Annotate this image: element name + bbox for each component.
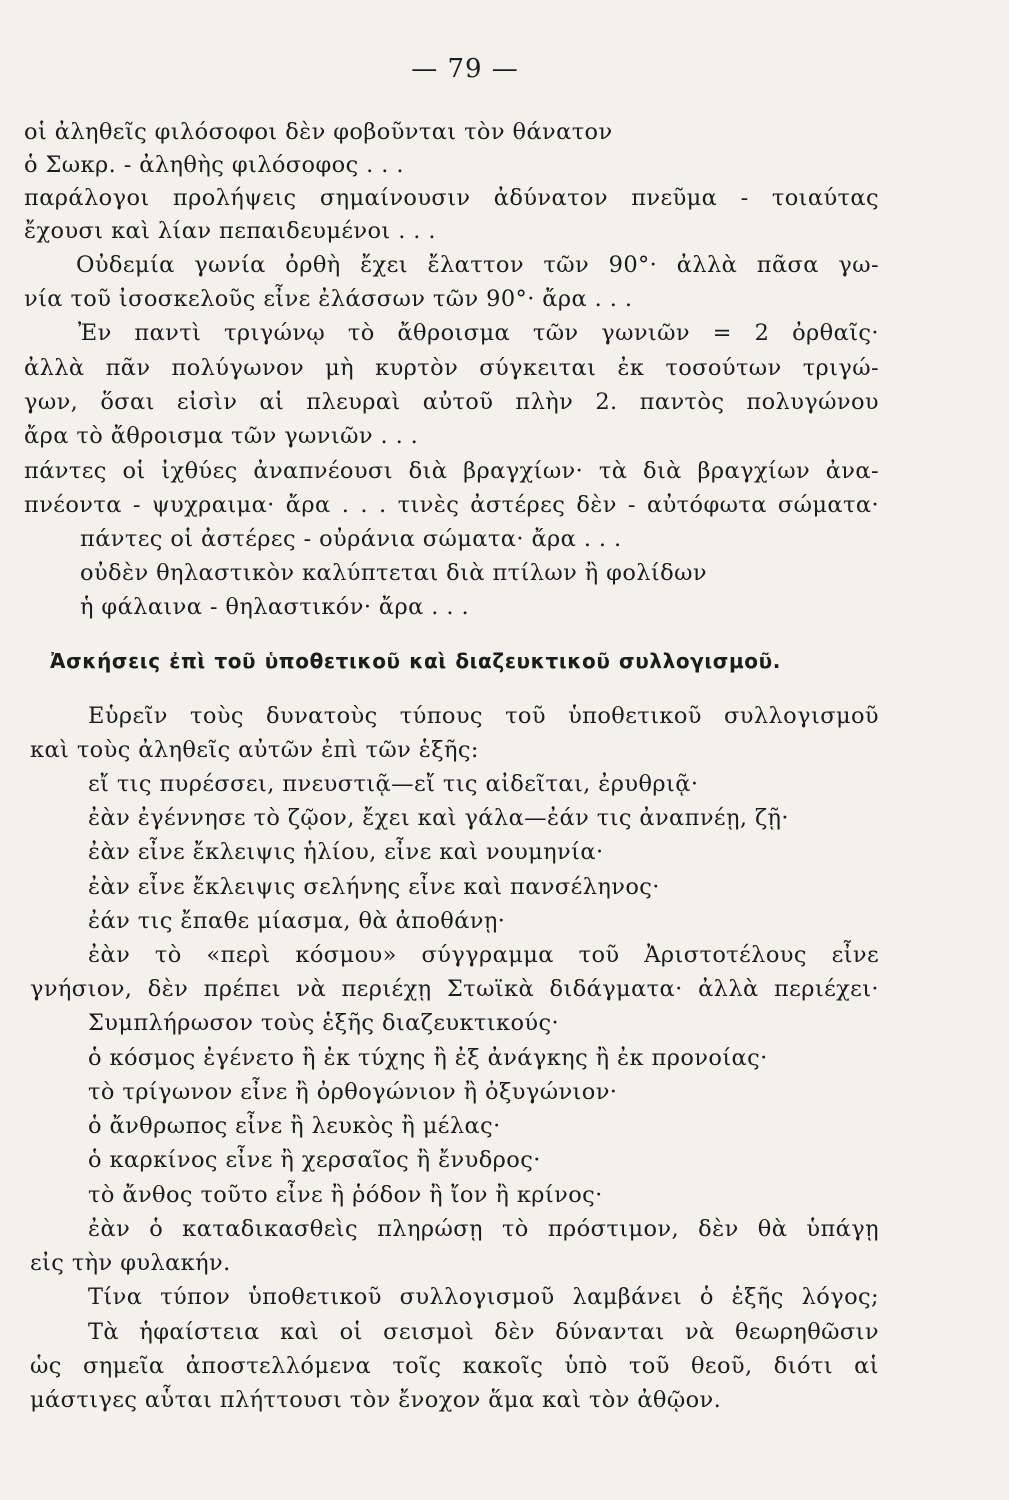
text-line: καὶ τοὺς ἀληθεῖς αὐτῶν ἐπὶ τῶν ἑξῆς: (30, 737, 479, 763)
section-heading: Ἀσκήσεις ἐπὶ τοῦ ὑποθετικοῦ καὶ διαζευκτικοῦ συλλογισμοῦ. (50, 649, 781, 673)
text-line: ὡς σημεῖα ἀποστελλόμενα τοῖς κακοῖς ὑπὸ τοῦ θεοῦ, διότι αἱ (30, 1353, 879, 1379)
text-line: εἴ τις πυρέσσει, πνευστιᾷ—εἴ τις αἰδεῖται, ἐρυθριᾷ· (88, 771, 699, 797)
text-line: Ἐν παντὶ τριγώνῳ τὸ ἄθροισμα τῶν γωνιῶν = 2 ὀρθαῖς· (78, 320, 879, 346)
text-line: ἐὰν ἐγέννησε τὸ ζῷον, ἔχει καὶ γάλα—ἐάν τις ἀναπνέῃ, ζῇ· (88, 805, 789, 831)
text-line: γνήσιον, δὲν πρέπει νὰ περιέχῃ Στωϊκὰ διδάγματα· ἀλλὰ περιέχει· (30, 976, 879, 1002)
text-line: τὸ ἄνθος τοῦτο εἶνε ἢ ῥόδον ἢ ἴον ἢ κρίνος· (88, 1182, 603, 1208)
text-line: Εὑρεῖν τοὺς δυνατοὺς τύπους τοῦ ὑποθετικοῦ συλλογισμοῦ (88, 703, 879, 729)
text-line: ἄρα τὸ ἄθροισμα τῶν γωνιῶν . . . (24, 423, 419, 449)
text-line: τὸ τρίγωνον εἶνε ἢ ὀρθογώνιον ἢ ὀξυγώνιον· (88, 1079, 618, 1105)
text-line: οὐδὲν θηλαστικὸν καλύπτεται διὰ πτίλων ἢ φολίδων (80, 560, 707, 586)
text-line: ἐὰν ὁ καταδικασθεὶς πληρώσῃ τὸ πρόστιμον, δὲν θὰ ὑπάγῃ (88, 1216, 879, 1242)
text-line: Τὰ ἡφαίστεια καὶ οἱ σεισμοὶ δὲν δύνανται νὰ θεωρηθῶσιν (88, 1319, 879, 1345)
text-line: παράλογοι προλήψεις σημαίνουσιν ἀδύνατον πνεῦμα - τοιαύτας (24, 185, 879, 211)
text-line: εἰς τὴν φυλακήν. (30, 1250, 231, 1276)
text-line: ἐὰν εἶνε ἔκλειψις ἡλίου, εἶνε καὶ νουμηνία· (88, 839, 604, 865)
text-line: ὁ Σωκρ. - ἀληθὴς φιλόσοφος . . . (24, 152, 404, 178)
text-line: Τίνα τύπον ὑποθετικοῦ συλλογισμοῦ λαμβάνει ὁ ἑξῆς λόγος; (88, 1284, 879, 1310)
text-line: ἐὰν εἶνε ἔκλειψις σελήνης εἶνε καὶ πανσέληνος· (88, 874, 660, 900)
text-line: οἱ ἀληθεῖς φιλόσοφοι δὲν φοβοῦνται τὸν θάνατον (24, 119, 613, 145)
text-line: πάντες οἱ ἰχθύες ἀναπνέουσι διὰ βραγχίων· τὰ διὰ βραγχίων ἀνα- (24, 458, 879, 484)
text-line: ἀλλὰ πᾶν πολύγωνον μὴ κυρτὸν σύγκειται ἐκ τοσούτων τριγώ- (24, 355, 879, 381)
text-line: πνέοντα - ψυχραιμα· ἄρα . . . τινὲς ἀστέρες δὲν - αὐτόφωτα σώματα· (24, 492, 879, 518)
text-line: ἐάν τις ἔπαθε μίασμα, θὰ ἀποθάνῃ· (88, 908, 506, 934)
text-line: νία τοῦ ἰσοσκελοῦς εἶνε ἐλάσσων τῶν 90°· ἄρα . . . (24, 286, 633, 312)
text-line: Οὐδεμία γωνία ὀρθὴ ἔχει ἔλαττον τῶν 90°· ἀλλὰ πᾶσα γω- (76, 252, 879, 278)
text-line: γων, ὅσαι εἰσὶν αἱ πλευραὶ αὐτοῦ πλὴν 2. παντὸς πολυγώνου (24, 389, 879, 415)
text-line: Συμπλήρωσον τοὺς ἑξῆς διαζευκτικούς· (88, 1010, 560, 1036)
page-number: — 79 — (411, 54, 519, 84)
text-line: ὁ καρκίνος εἶνε ἢ χερσαῖος ἢ ἔνυδρος· (88, 1147, 541, 1173)
text-line: ὁ ἄνθρωπος εἶνε ἢ λευκὸς ἢ μέλας· (88, 1113, 501, 1139)
text-line: ἐὰν τὸ «περὶ κόσμου» σύγγραμμα τοῦ Ἀριστοτέλους εἶνε (88, 942, 879, 968)
text-line: μάστιγες αὗται πλήττουσι τὸν ἔνοχον ἅμα καὶ τὸν ἀθῷον. (30, 1387, 722, 1413)
text-line: ἔχουσι καὶ λίαν πεπαιδευμένοι . . . (24, 218, 436, 244)
text-line: πάντες οἱ ἀστέρες - οὐράνια σώματα· ἄρα . . . (80, 526, 622, 552)
text-line: ὁ κόσμος ἐγένετο ἢ ἐκ τύχης ἢ ἐξ ἀνάγκης ἢ ἐκ προνοίας· (88, 1045, 768, 1071)
text-line: ἡ φάλαινα - θηλαστικόν· ἄρα . . . (80, 594, 470, 620)
